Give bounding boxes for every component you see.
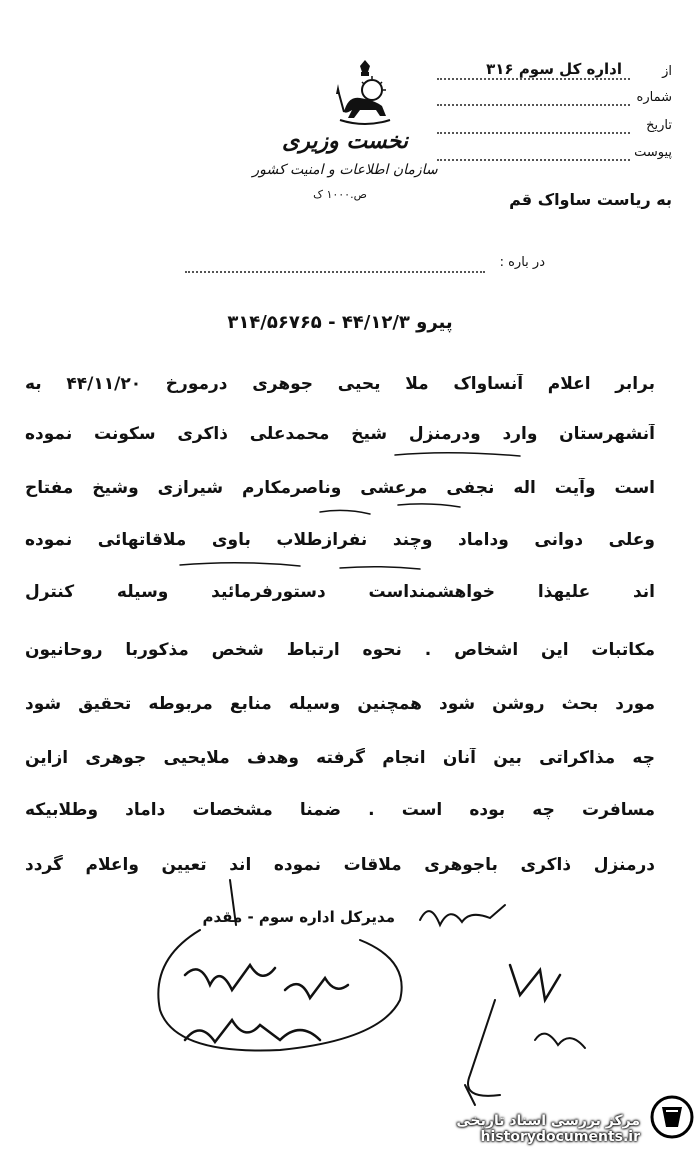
number-label: شماره xyxy=(636,90,672,105)
archive-footer xyxy=(420,1113,640,1145)
form-code: ص.۱۰۰۰ ک xyxy=(313,188,367,201)
body-line: است وآیت اله نجفی مرعشی وناصرمکارم شیرازی وشیخ مفتاح xyxy=(25,478,655,498)
from-label: از xyxy=(662,64,672,79)
date-label: تاریخ xyxy=(646,118,672,133)
body-line: مسافرت چه بوده است . ضمنا مشخصات داماد وطلابیکه xyxy=(25,800,655,820)
archive-logo-icon xyxy=(648,1093,696,1141)
subject-label: در باره : xyxy=(499,255,545,270)
body-line: مکاتبات این اشخاص . نحوه ارتباط شخص مذکوربا روحانیون xyxy=(25,640,655,660)
body-line: اند علیهذا خواهشمنداست دستورفرمائید وسیله کنترل xyxy=(25,582,655,602)
body-line: برابر اعلام آنساواک ملا یحیی جوهری درمورخ ۴۴/۱۱/۲۰ به xyxy=(25,374,655,394)
ministry-title: نخست وزیری xyxy=(282,128,408,154)
body-line: چه مذاکراتی بین آنان انجام گرفته وهدف ملایحیی جوهری ازاین xyxy=(25,748,655,768)
signature-line: مدیرکل اداره سوم - مقدم xyxy=(202,908,395,926)
body-line: وعلی دوانی وداماد وچند نفرازطلاب باوی ملاقاتهائی نموده xyxy=(25,530,655,550)
attachment-label: پیوست xyxy=(634,145,672,160)
archive-name: مرکز بررسی اسناد تاریخی xyxy=(456,1113,640,1129)
reference-number: پیرو ۴۴/۱۲/۳ - ۳۱۴/۵۶۷۶۵ xyxy=(227,312,453,333)
recipient: به ریاست ساواک قم xyxy=(509,190,672,209)
archive-url: historydocuments.ir xyxy=(480,1129,640,1145)
organization-name: سازمان اطلاعات و امنیت کشور xyxy=(252,162,438,178)
body-line: درمنزل ذاکری باجوهری ملاقات نموده اند تعیین واعلام گردد xyxy=(25,855,655,875)
body-line: مورد بحث روشن شود همچنین وسیله منابع مربوطه تحقیق شود xyxy=(25,694,655,714)
from-value: اداره کل سوم ۳۱۶ xyxy=(486,60,622,78)
body-line: آنشهرستان وارد ودرمنزل شیخ محمدعلی ذاکری سکونت نموده xyxy=(25,424,655,444)
